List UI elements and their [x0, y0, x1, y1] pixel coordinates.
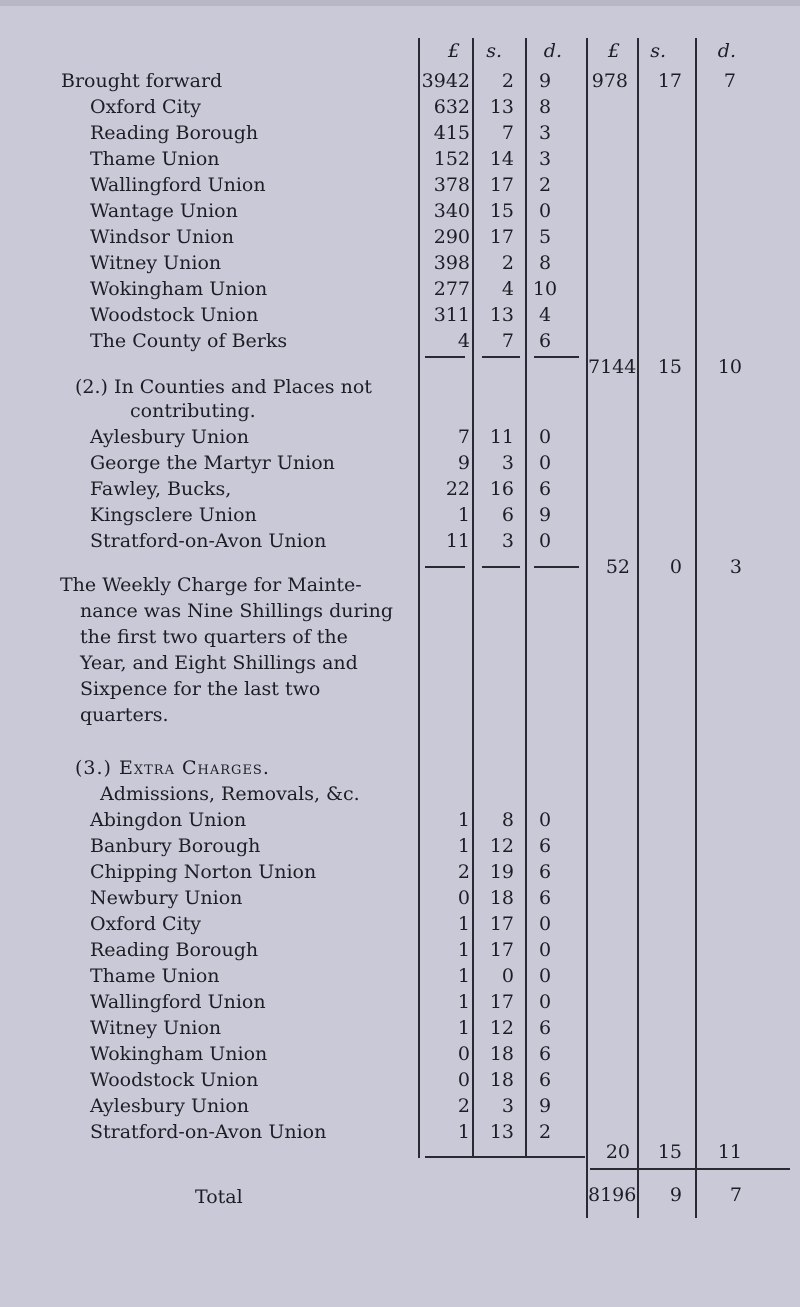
section1-total-shillings: 15: [657, 356, 682, 378]
row-label: Witney Union: [90, 252, 222, 274]
row-label: Oxford City: [90, 96, 202, 118]
shillings-cell: 17: [489, 174, 514, 196]
pence-cell: 6: [538, 1069, 552, 1091]
pence-cell: 6: [538, 1043, 552, 1065]
header-shillings: s.: [486, 40, 502, 62]
pence-cell: 2: [538, 1121, 552, 1143]
shillings-cell: 13: [489, 1121, 514, 1143]
subtotal-rule: [482, 356, 520, 358]
pounds-cell: 1: [457, 939, 470, 961]
section3-heading: (3.) Extra Charges.: [75, 757, 270, 779]
shillings-cell: 18: [489, 1043, 514, 1065]
table-row: [0, 1067, 800, 1093]
pence-cell: 6: [538, 330, 552, 352]
pence-cell: 0: [538, 991, 552, 1013]
shillings-cell: 3: [501, 530, 514, 552]
pounds-cell: 1: [457, 809, 470, 831]
section2-heading-cont: contributing.: [130, 400, 256, 422]
pounds-cell: 0: [457, 887, 470, 909]
weekly-charge-line: The Weekly Charge for Mainte-: [60, 574, 362, 596]
table-row: [0, 250, 800, 276]
shillings-cell: 13: [489, 96, 514, 118]
section2-heading: (2.) In Counties and Places not: [75, 376, 372, 398]
weekly-charge-line: nance was Nine Shillings during: [80, 600, 394, 622]
pence-cell: 0: [538, 939, 552, 961]
table-row: [0, 963, 800, 989]
pence-cell: 0: [538, 809, 552, 831]
table-row: [0, 424, 800, 450]
header-pounds-total: £: [607, 40, 620, 62]
header-shillings-total: s.: [650, 40, 666, 62]
pounds-cell: 1: [457, 991, 470, 1013]
row-label: Kingsclere Union: [90, 504, 257, 526]
table-row: [0, 302, 800, 328]
total-shillings-cell: 17: [657, 70, 682, 92]
pence-cell: 6: [538, 835, 552, 857]
row-label: Wokingham Union: [90, 1043, 268, 1065]
table-row: [0, 224, 800, 250]
row-label: Chipping Norton Union: [90, 861, 317, 883]
pounds-cell: 1: [457, 504, 470, 526]
row-label: Woodstock Union: [90, 304, 259, 326]
shillings-cell: 7: [501, 330, 514, 352]
pounds-cell: 1: [457, 835, 470, 857]
pounds-cell: 9: [457, 452, 470, 474]
shillings-cell: 11: [489, 426, 514, 448]
table-row: [0, 989, 800, 1015]
subtotal-rule: [425, 1156, 585, 1158]
row-label: Wallingford Union: [90, 174, 266, 196]
pence-cell: 8: [538, 252, 552, 274]
pence-cell: 4: [538, 304, 552, 326]
row-label: Banbury Borough: [90, 835, 261, 857]
weekly-charge-line: quarters.: [80, 704, 169, 726]
shillings-cell: 2: [501, 252, 514, 274]
row-label: Thame Union: [90, 965, 220, 987]
pounds-cell: 11: [445, 530, 470, 552]
row-label: Oxford City: [90, 913, 202, 935]
pounds-cell: 277: [433, 278, 470, 300]
shillings-cell: 12: [489, 835, 514, 857]
row-label: Abingdon Union: [90, 809, 247, 831]
pounds-cell: 398: [433, 252, 470, 274]
pounds-cell: 1: [457, 1121, 470, 1143]
page-top-edge: [0, 0, 800, 6]
header-pounds: £: [447, 40, 460, 62]
shillings-cell: 16: [489, 478, 514, 500]
shillings-cell: 4: [501, 278, 514, 300]
pence-cell: 3: [538, 148, 552, 170]
shillings-cell: 3: [501, 1095, 514, 1117]
pounds-cell: 378: [433, 174, 470, 196]
table-row: [0, 120, 800, 146]
pence-cell: 10: [532, 278, 558, 300]
subtotal-rule: [534, 566, 579, 568]
pounds-cell: 340: [433, 200, 470, 222]
row-label: Aylesbury Union: [90, 1095, 250, 1117]
pounds-cell: 1: [457, 1017, 470, 1039]
pence-cell: 5: [538, 226, 552, 248]
section2-total-pounds: 52: [605, 556, 630, 578]
row-label: Brought forward: [61, 70, 223, 92]
shillings-cell: 7: [501, 122, 514, 144]
shillings-cell: 14: [489, 148, 514, 170]
pence-cell: 2: [538, 174, 552, 196]
pence-cell: 3: [538, 122, 552, 144]
shillings-cell: 18: [489, 1069, 514, 1091]
table-row: [0, 94, 800, 120]
header-pence-total: d.: [717, 40, 736, 62]
shillings-cell: 17: [489, 913, 514, 935]
row-label: Reading Borough: [90, 939, 259, 961]
pounds-cell: 290: [433, 226, 470, 248]
pence-cell: 0: [538, 965, 552, 987]
pence-cell: 9: [538, 1095, 552, 1117]
pounds-cell: 632: [433, 96, 470, 118]
table-row: [0, 172, 800, 198]
grand-total-shillings: 9: [669, 1184, 682, 1206]
pence-cell: 0: [538, 426, 552, 448]
row-label: Witney Union: [90, 1017, 222, 1039]
pounds-cell: 22: [445, 478, 470, 500]
shillings-cell: 15: [489, 200, 514, 222]
weekly-charge-line: Sixpence for the last two: [80, 678, 321, 700]
table-row: [0, 1041, 800, 1067]
shillings-cell: 2: [501, 70, 514, 92]
table-row: [0, 1015, 800, 1041]
table-row: [0, 807, 800, 833]
shillings-cell: 19: [489, 861, 514, 883]
total-pence-cell: 7: [723, 70, 736, 92]
pounds-cell: 4: [457, 330, 470, 352]
section3-total-pounds: 20: [605, 1141, 630, 1163]
table-row: [0, 328, 800, 354]
pounds-cell: 7: [457, 426, 470, 448]
table-row: [0, 911, 800, 937]
table-row: [0, 476, 800, 502]
section1-total-pence: 10: [717, 356, 742, 378]
total-pounds-cell: 978: [591, 70, 628, 92]
table-row: [0, 198, 800, 224]
row-label: Wallingford Union: [90, 991, 266, 1013]
pounds-cell: 1: [457, 965, 470, 987]
pence-cell: 9: [538, 504, 552, 526]
subtotal-rule: [482, 566, 520, 568]
shillings-cell: 17: [489, 226, 514, 248]
row-label: Aylesbury Union: [90, 426, 250, 448]
pounds-cell: 1: [457, 913, 470, 935]
pounds-cell: 0: [457, 1043, 470, 1065]
pence-cell: 0: [538, 913, 552, 935]
table-row: [0, 937, 800, 963]
row-label: Wokingham Union: [90, 278, 268, 300]
table-row: [0, 859, 800, 885]
pence-cell: 9: [538, 70, 552, 92]
row-label: Stratford-on-Avon Union: [90, 530, 327, 552]
pence-cell: 6: [538, 887, 552, 909]
pounds-cell: 415: [433, 122, 470, 144]
section3-subheading: Admissions, Removals, &c.: [100, 783, 360, 805]
pence-cell: 0: [538, 200, 552, 222]
shillings-cell: 17: [489, 939, 514, 961]
section2-total-pence: 3: [729, 556, 742, 578]
table-row: [0, 450, 800, 476]
pounds-cell: 311: [433, 304, 470, 326]
section1-total-pounds: 7144: [588, 356, 637, 378]
subtotal-rule: [425, 356, 465, 358]
subtotal-rule: [425, 566, 465, 568]
table-row: [0, 1093, 800, 1119]
weekly-charge-line: Year, and Eight Shillings and: [80, 652, 358, 674]
shillings-cell: 0: [501, 965, 514, 987]
table-row: [0, 502, 800, 528]
pounds-cell: 3942: [421, 70, 470, 92]
brought-forward-row: [0, 68, 800, 94]
shillings-cell: 8: [501, 809, 514, 831]
row-label: Stratford-on-Avon Union: [90, 1121, 327, 1143]
grand-total-pounds: 8196: [588, 1184, 637, 1206]
total-rule: [590, 1168, 790, 1170]
section2-total-shillings: 0: [669, 556, 682, 578]
pounds-cell: 0: [457, 1069, 470, 1091]
shillings-cell: 17: [489, 991, 514, 1013]
shillings-cell: 12: [489, 1017, 514, 1039]
row-label: Windsor Union: [90, 226, 234, 248]
pence-cell: 6: [538, 478, 552, 500]
table-row: [0, 528, 800, 554]
grand-total-label: Total: [195, 1186, 243, 1208]
table-row: [0, 276, 800, 302]
table-row: [0, 146, 800, 172]
grand-total-pence: 7: [729, 1184, 742, 1206]
row-label: Thame Union: [90, 148, 220, 170]
row-label: The County of Berks: [90, 330, 288, 352]
row-label: Reading Borough: [90, 122, 259, 144]
shillings-cell: 6: [501, 504, 514, 526]
section3-total-pence: 11: [717, 1141, 742, 1163]
shillings-cell: 13: [489, 304, 514, 326]
weekly-charge-line: the first two quarters of the: [80, 626, 348, 648]
pence-cell: 6: [538, 1017, 552, 1039]
row-label: George the Martyr Union: [90, 452, 335, 474]
row-label: Fawley, Bucks,: [90, 478, 232, 500]
pence-cell: 0: [538, 452, 552, 474]
pounds-cell: 152: [433, 148, 470, 170]
subtotal-rule: [534, 356, 579, 358]
row-label: Newbury Union: [90, 887, 243, 909]
header-pence: d.: [543, 40, 562, 62]
row-label: Woodstock Union: [90, 1069, 259, 1091]
pence-cell: 6: [538, 861, 552, 883]
pence-cell: 8: [538, 96, 552, 118]
shillings-cell: 18: [489, 887, 514, 909]
pence-cell: 0: [538, 530, 552, 552]
pounds-cell: 2: [457, 861, 470, 883]
shillings-cell: 3: [501, 452, 514, 474]
table-row: [0, 885, 800, 911]
section3-total-shillings: 15: [657, 1141, 682, 1163]
pounds-cell: 2: [457, 1095, 470, 1117]
table-row: [0, 833, 800, 859]
row-label: Wantage Union: [90, 200, 238, 222]
